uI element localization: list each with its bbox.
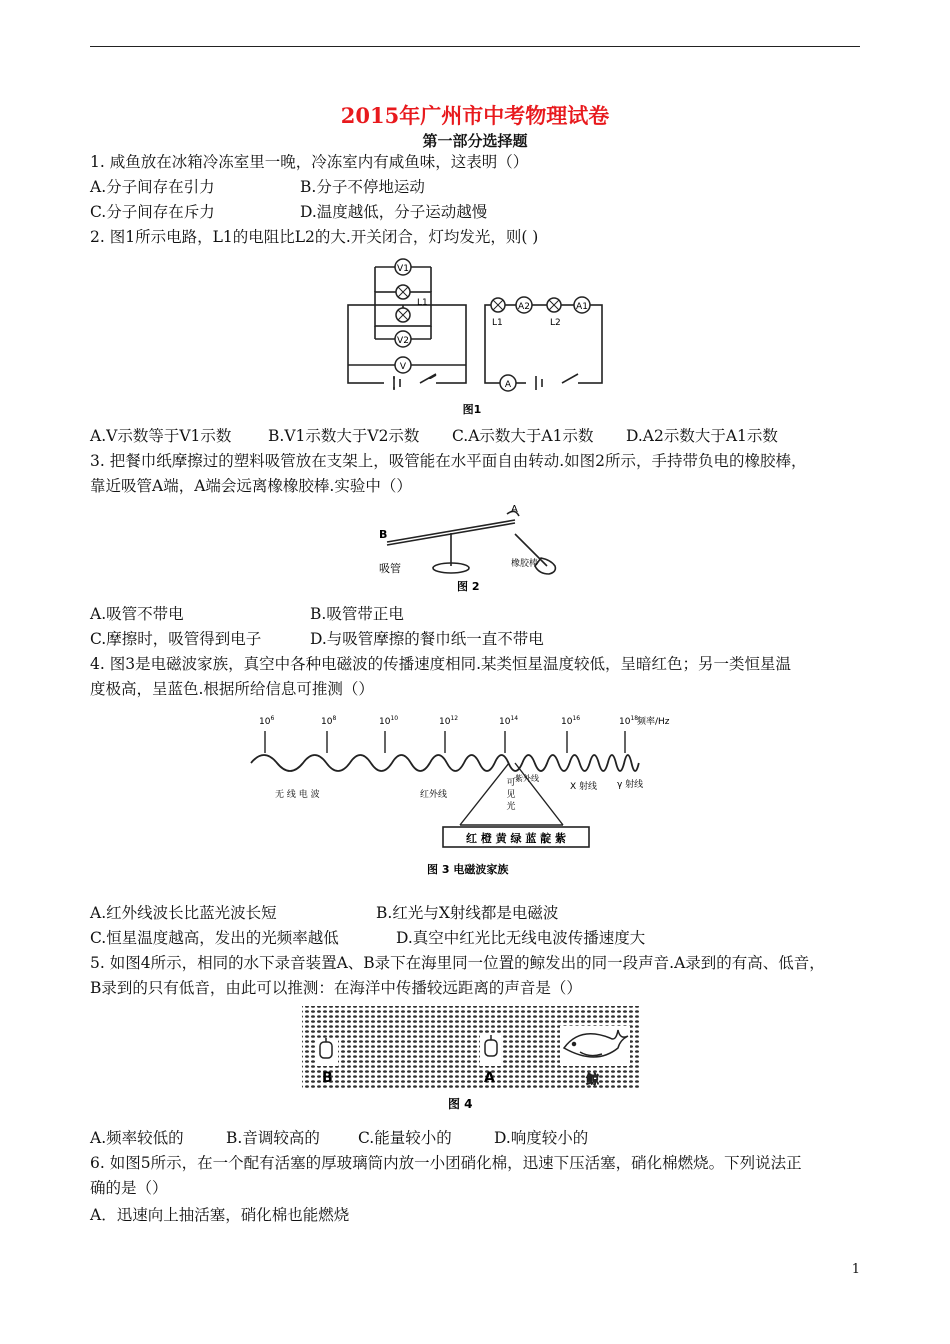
visible-colors: 红 橙 黄 绿 蓝 靛 紫 [466,832,566,845]
label-rod: 橡胶棒 [511,559,539,569]
q6-stem-line2: 确的是（） [90,1179,168,1197]
ammeter-a [500,375,516,391]
q3-stem-line2: 靠近吸管A端，A端会远离橡橡胶棒.实验中（） [90,477,412,495]
q3-option-c: C.摩擦时，吸管得到电子 [90,630,262,648]
label-a: A [484,1070,495,1086]
q2-option-b: B.V1示数大于V2示数 [268,427,420,445]
figure-3-caption: 图 3 电磁波家族 [427,863,509,876]
label-l1: L1 [417,298,428,308]
em-wave [251,755,639,771]
figure-4-caption: 图 4 [448,1097,473,1111]
q2-option-d: D.A2示数大于A1示数 [626,427,778,445]
q3-option-d: D.与吸管摩擦的餐巾纸一直不带电 [310,630,544,648]
voltmeter-v1 [395,259,411,275]
q1-option-b: B.分子不停地运动 [300,178,425,196]
q3-option-b: B.吸管带正电 [310,605,404,623]
frequency-tick-label: $10^{18}$ [619,715,639,727]
label-whale: 鲸 [586,1073,600,1088]
q5-option-c: C.能量较小的 [358,1129,452,1147]
q4-option-b: B.红光与X射线都是电磁波 [376,904,559,922]
q4-option-a: A.红外线波长比蓝光波长短 [90,904,277,922]
figure-2-caption: 图 2 [457,580,480,593]
q4-option-d: D.真空中红光比无线电波传播速度大 [396,929,646,947]
band-gamma: γ 射线 [617,780,644,790]
band-radio: 无 线 电 波 [275,790,320,800]
page-title: 2015年广州市中考物理试卷 [340,103,610,128]
figure-4-whale [298,1004,643,1114]
q4-option-c: C.恒星温度越高，发出的光频率越低 [90,929,339,947]
frequency-tick-label: $10^{10}$ [379,715,399,727]
band-xray: X 射线 [570,782,598,792]
q1-option-d: D.温度越低，分子运动越慢 [300,203,488,221]
figure-2-straw [375,500,575,595]
label-v1: V1 [397,264,409,274]
q4-stem-line1: 4. 图3是电磁波家族，真空中各种电磁波的传播速度相同.某类恒星温度较低，呈暗红色；另一类恒星温 [90,655,792,673]
q5-option-b: B.音调较高的 [226,1129,320,1147]
band-ultraviolet: 紫外线 [515,774,539,783]
q5-stem-line2: B录到的只有低音，由此可以推测：在海洋中传播较远距离的声音是（） [90,979,582,997]
ammeter-a1 [574,297,590,313]
frequency-unit: 频率/Hz [637,717,670,727]
label-v2: V2 [397,336,409,346]
figure-1-caption: 图1 [462,403,482,416]
ammeter-a2 [516,297,532,313]
q1-option-c: C.分子间存在斥力 [90,203,215,221]
label-a: A [504,380,512,390]
q2-option-c: C.A示数大于A1示数 [452,427,594,445]
q2-option-a: A.V示数等于V1示数 [90,427,232,445]
voltmeter-v2 [395,331,411,347]
label-straw: 吸管 [379,562,401,575]
q5-stem-line1: 5. 如图4所示，相同的水下录音装置A、B录下在海里同一位置的鲸发出的同一段声音.A录到的有高、低音， [90,954,825,972]
figure-3-em-spectrum [245,705,715,885]
battery-switch-right [526,374,578,390]
q2-stem: 2. 图1所示电路，L1的电阻比L2的大.开关闭合，灯均发光，则( ) [90,228,539,246]
label-a2: A2 [518,302,530,312]
page-number: 1 [851,1262,860,1277]
lamp-l1-right [491,298,505,312]
voltmeter-v [395,357,411,373]
q6-stem-line1: 6. 如图5所示，在一个配有活塞的厚玻璃筒内放一小团硝化棉，迅速下压活塞，硝化棉燃烧。下列说法正 [90,1154,802,1172]
q6-option-a: A．迅速向上抽活塞，硝化棉也能燃烧 [90,1206,350,1224]
battery-switch-left [384,374,436,390]
figure-1-circuit [340,255,610,420]
frequency-tick-label: $10^{12}$ [439,715,459,727]
q5-option-a: A.频率较低的 [90,1129,184,1147]
q1-stem: 1. 咸鱼放在冰箱冷冻室里一晚，冷冻室内有咸鱼味，这表明（） [90,153,529,171]
label-l2-right: L2 [550,318,561,328]
label-v: V [399,362,407,372]
lamp-l2-right [547,298,561,312]
lamp-l1 [396,285,410,299]
q4-stem-line2: 度极高，呈蓝色.根据所给信息可推测（） [90,680,374,698]
label-a: A [511,504,518,515]
label-l1-right: L1 [492,318,503,328]
frequency-tick-label: $10^6$ [259,715,275,727]
frequency-ticks [259,715,638,753]
section-title: 第一部分选择题 [422,132,528,150]
q1-option-a: A.分子间存在引力 [90,178,215,196]
visible-char-1: 可 [506,778,516,788]
header-rule [90,46,860,47]
lamp-l2 [396,308,410,322]
q5-option-d: D.响度较小的 [494,1129,589,1147]
q3-stem-line1: 3. 把餐巾纸摩擦过的塑料吸管放在支架上，吸管能在水平面自由转动.如图2所示，手持带负电的橡胶棒， [90,452,807,470]
frequency-tick-label: $10^{16}$ [561,715,581,727]
label-b: B [322,1070,333,1086]
label-a1: A1 [576,302,588,312]
visible-char-2: 见 [506,790,516,800]
visible-char-3: 光 [506,802,516,812]
frequency-tick-label: $10^{14}$ [499,715,519,727]
frequency-tick-label: $10^8$ [321,715,337,727]
q3-option-a: A.吸管不带电 [90,605,184,623]
band-infrared: 红外线 [420,790,448,800]
label-b: B [379,528,388,541]
